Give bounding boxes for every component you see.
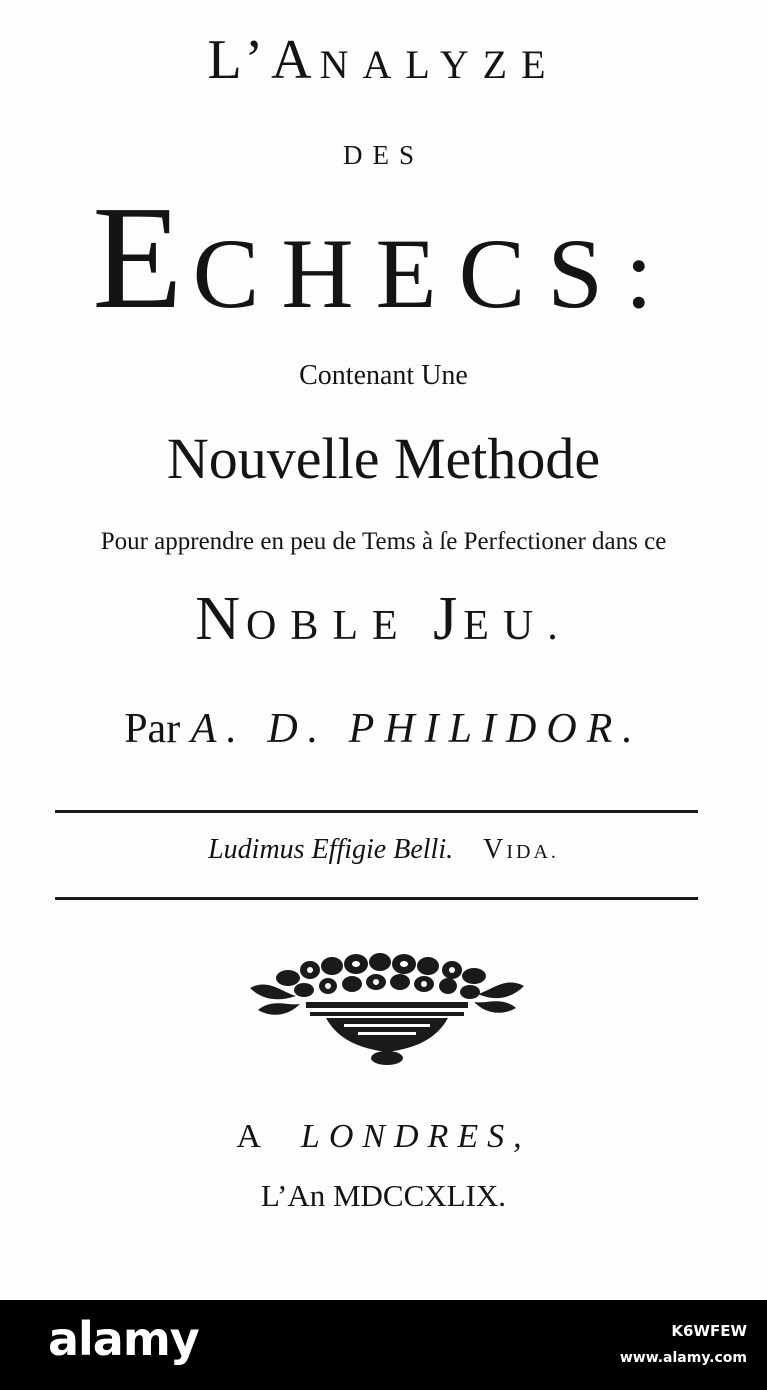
stock-image-id: K6WFEW	[671, 1322, 747, 1340]
stock-photo-footer	[0, 1300, 767, 1390]
subtitle-contenant: Contenant Une	[299, 360, 468, 391]
title-analyze-rest: NALYZE	[319, 42, 560, 87]
title-echecs-first: E	[92, 176, 193, 340]
epigraph-author-first: V	[483, 834, 507, 865]
imprint-year: L’An MDCCXLIX.	[260, 1178, 507, 1213]
title-line-echecs	[0, 178, 767, 354]
imprint-a: A	[236, 1118, 261, 1155]
subtitle-methode: Nouvelle Methode	[166, 426, 601, 491]
title-echecs-rest: CHECS:	[192, 218, 675, 329]
title-line-noble-jeu	[0, 584, 767, 655]
imprint-city: LONDRES,	[300, 1118, 531, 1155]
bottom-rule	[55, 897, 698, 900]
floral-basket-ornament-icon	[248, 952, 526, 1068]
title-line-des: DES	[342, 140, 424, 170]
stock-site-url: www.alamy.com	[619, 1350, 747, 1366]
author-par: Par	[124, 706, 181, 752]
title-line-analyze	[0, 28, 767, 92]
title-analyze-first: L’A	[207, 29, 320, 91]
subtitle-pour-apprendre: Pour apprendre en peu de Tems à ſe Perfectioner dans ce	[100, 528, 667, 555]
jeu-first: J	[433, 585, 464, 653]
alamy-logo: alamy	[48, 1312, 199, 1366]
author-name: A. D. PHILIDOR.	[190, 706, 643, 752]
epigraph	[0, 834, 767, 866]
top-rule	[55, 810, 698, 813]
epigraph-author-rest: IDA.	[506, 841, 559, 863]
epigraph-motto: Ludimus Effigie Belli.	[208, 834, 454, 865]
author-line	[0, 705, 767, 753]
imprint-place	[0, 1118, 767, 1156]
noble-rest: OBLE	[245, 603, 412, 649]
noble-first: N	[195, 585, 246, 653]
jeu-rest: EU.	[463, 603, 572, 649]
